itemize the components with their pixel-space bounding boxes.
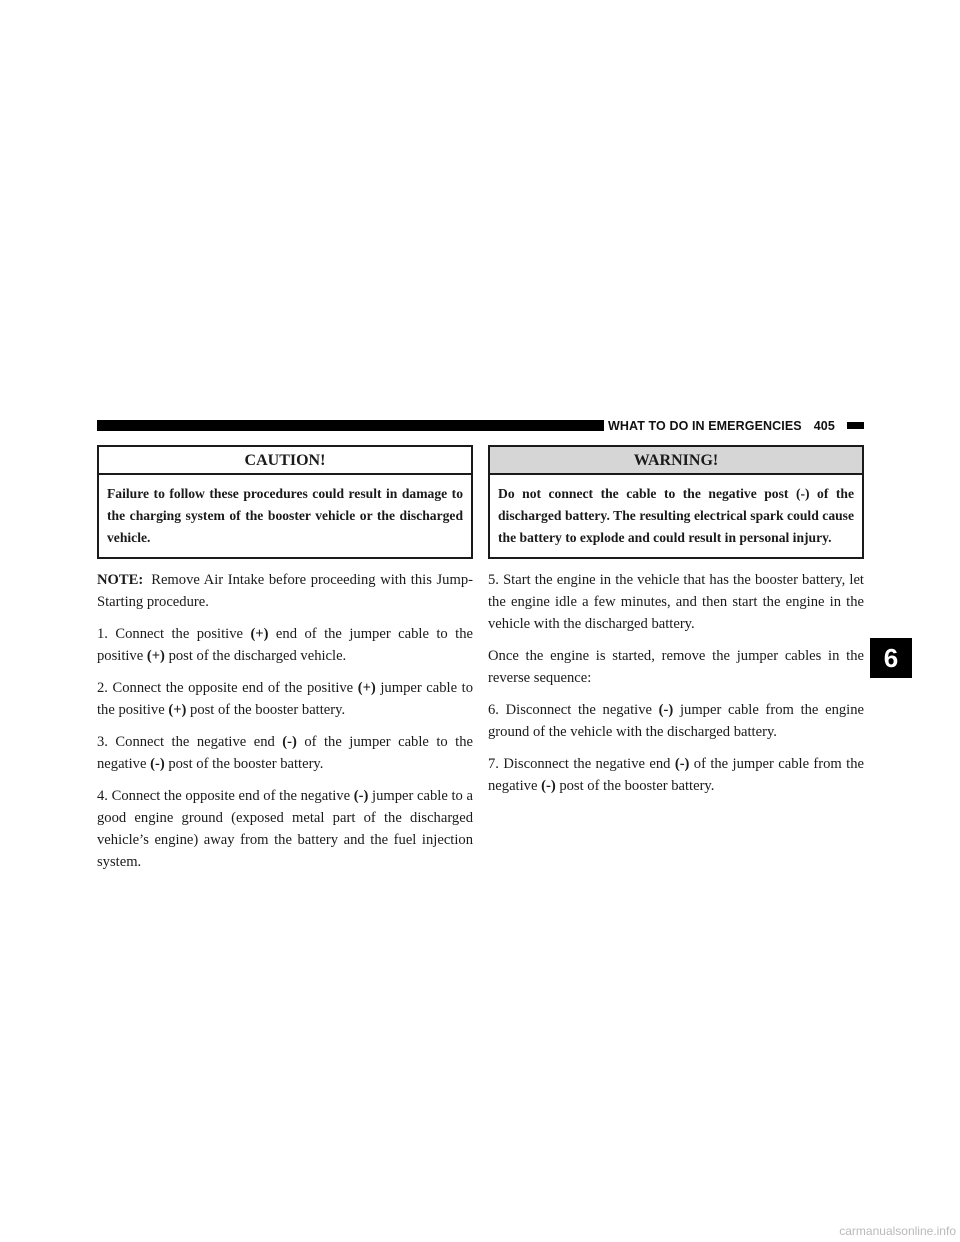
step-5: 5. Start the engine in the vehicle that has the booster battery, let the engine idle a few minutes, and then start the engine in the vehicle with the discharged battery. xyxy=(488,572,864,632)
step-text: of the jumper cable to the negative xyxy=(97,734,473,772)
step-text: post of the booster battery. xyxy=(555,778,715,794)
right-column xyxy=(488,445,864,807)
caution-title: CAUTION! xyxy=(99,447,471,475)
caution-box xyxy=(97,445,473,559)
header-rule-tail xyxy=(847,422,864,429)
section-title: WHAT TO DO IN EMERGENCIES xyxy=(608,419,802,433)
step-3 xyxy=(97,731,473,775)
warning-box xyxy=(488,445,864,559)
step-text: 3. Connect the negative end xyxy=(97,734,283,750)
step-text: 7. Disconnect the negative end xyxy=(488,756,675,772)
caution-body: Failure to follow these procedures could result in damage to the charging system of the booster vehicle or the discharged vehicle. xyxy=(107,486,463,545)
step-text: post of the discharged vehicle. xyxy=(164,648,347,664)
note-label: NOTE: xyxy=(97,572,144,588)
header-rule xyxy=(97,420,604,431)
warning-title: WARNING! xyxy=(490,447,862,475)
step-text: 6. Disconnect the negative xyxy=(488,702,659,718)
step-6 xyxy=(488,699,864,743)
reverse-sequence-paragraph: Once the engine is started, remove the jumper cables in the reverse sequence: xyxy=(488,648,864,686)
step-text: end of the jumper cable to the positive xyxy=(97,626,473,664)
polarity-symbol: (+) xyxy=(168,702,187,718)
step-1 xyxy=(97,623,473,667)
polarity-symbol: (-) xyxy=(674,756,690,772)
page-number: 405 xyxy=(813,419,835,433)
step-text: jumper cable to the positive xyxy=(97,680,473,718)
step-2 xyxy=(97,677,473,721)
polarity-symbol: (-) xyxy=(282,734,297,750)
step-text: post of the booster battery. xyxy=(164,756,324,772)
polarity-symbol: (+) xyxy=(146,648,165,664)
step-text: 1. Connect the positive xyxy=(97,626,251,642)
note-paragraph xyxy=(97,569,473,613)
polarity-symbol: (-) xyxy=(353,788,369,804)
step-text: post of the booster battery. xyxy=(186,702,346,718)
running-header xyxy=(608,418,835,434)
chapter-tab: 6 xyxy=(870,638,912,678)
step-text: jumper cable to a good engine ground (exposed metal part of the discharged vehicle’s engine) away from the battery and the fuel injection system. xyxy=(97,788,473,870)
step-7 xyxy=(488,753,864,797)
step-text: 4. Connect the opposite end of the negative xyxy=(97,788,354,804)
polarity-symbol: (-) xyxy=(541,778,556,794)
step-text: of the jumper cable from the negative xyxy=(488,756,864,794)
note-text: Remove Air Intake before proceeding with this Jump-Starting procedure. xyxy=(97,572,473,610)
step-4 xyxy=(97,785,473,873)
polarity-symbol: (-) xyxy=(150,756,165,772)
polarity-symbol: (+) xyxy=(250,626,269,642)
polarity-symbol: (+) xyxy=(357,680,376,696)
warning-body: Do not connect the cable to the negative post (-) of the discharged battery. The resulting electrical spark could cause the battery to explode and could result in personal injury. xyxy=(498,486,854,545)
left-column xyxy=(97,445,473,883)
step-text: 2. Connect the opposite end of the positive xyxy=(97,680,358,696)
step-text: jumper cable from the engine ground of the vehicle with the discharged battery. xyxy=(488,702,864,740)
polarity-symbol: (-) xyxy=(658,702,674,718)
watermark: carmanualsonline.info xyxy=(839,1224,956,1238)
